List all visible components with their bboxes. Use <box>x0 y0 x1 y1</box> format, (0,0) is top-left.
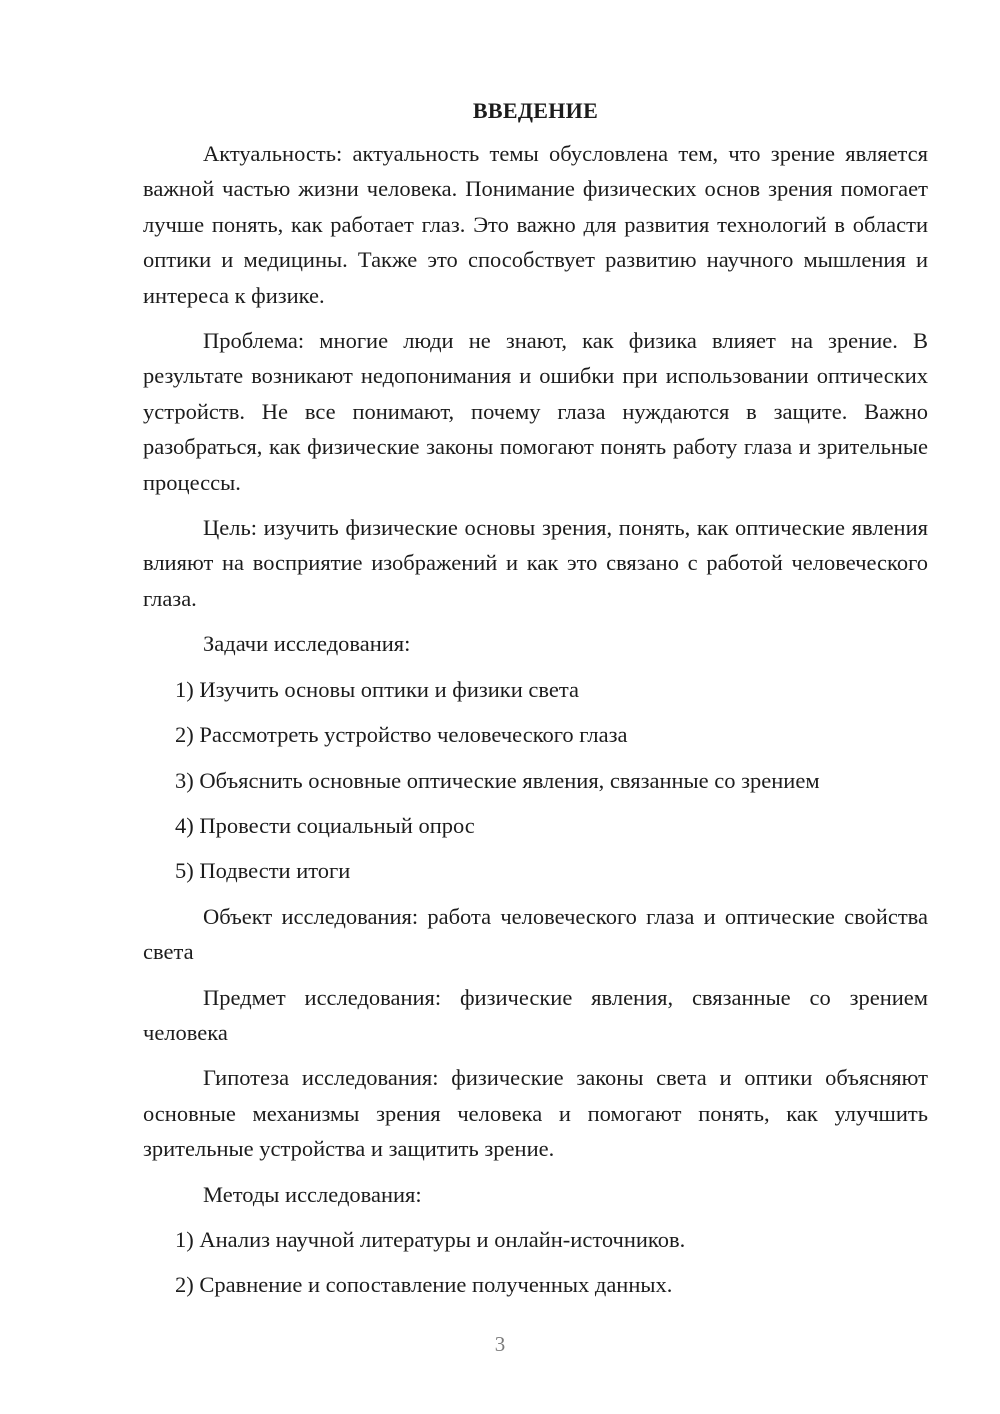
task-item: 1) Изучить основы оптики и физики света <box>175 676 579 702</box>
section-title: ВВЕДЕНИЕ <box>472 98 599 123</box>
relevance-paragraph: Актуальность: актуальность темы обусловлена тем, что зрение является важной частью жизни человека. Понимание физических основ зрения помогает лучше понять, как работает глаз. Это важно для развития технологий в области оптики и медицины. Также это способствует развитию научного мышления и интереса к физике. <box>143 141 928 308</box>
methods-heading: Методы исследования: <box>203 1181 422 1207</box>
hypothesis-paragraph: Гипотеза исследования: физические законы света и оптики объясняют основные механизмы зрения человека и помогают понять, как улучшить зрительные устройства и защитить зрение. <box>143 1065 928 1162</box>
task-item: 4) Провести социальный опрос <box>175 812 475 838</box>
task-item: 3) Объяснить основные оптические явления, связанные со зрением <box>175 767 820 793</box>
method-item: 1) Анализ научной литературы и онлайн-источников. <box>175 1226 686 1252</box>
document-page <box>143 96 928 1313</box>
page-number: 3 <box>494 1332 506 1356</box>
methods-list <box>143 1222 928 1303</box>
task-item: 2) Рассмотреть устройство человеческого глаза <box>175 722 628 748</box>
problem-paragraph: Проблема: многие люди не знают, как физика влияет на зрение. В результате возникают недопонимания и ошибки при использовании оптических устройств. Не все понимают, почему глаза нуждаются в защите. Важно разобраться, как физические законы помогают понять работу глаза и зрительные процессы. <box>143 328 928 495</box>
method-item: 2) Сравнение и сопоставление полученных данных. <box>175 1272 673 1298</box>
object-paragraph: Объект исследования: работа человеческого глаза и оптические свойства света <box>143 903 928 965</box>
tasks-heading: Задачи исследования: <box>203 631 411 657</box>
task-item: 5) Подвести итоги <box>175 858 351 884</box>
goal-paragraph: Цель: изучить физические основы зрения, понять, как оптические явления влияют на восприятие изображений и как это связано с работой человеческого глаза. <box>143 515 928 611</box>
tasks-list <box>143 672 928 889</box>
subject-paragraph: Предмет исследования: физические явления, связанные со зрением человека <box>143 984 928 1045</box>
